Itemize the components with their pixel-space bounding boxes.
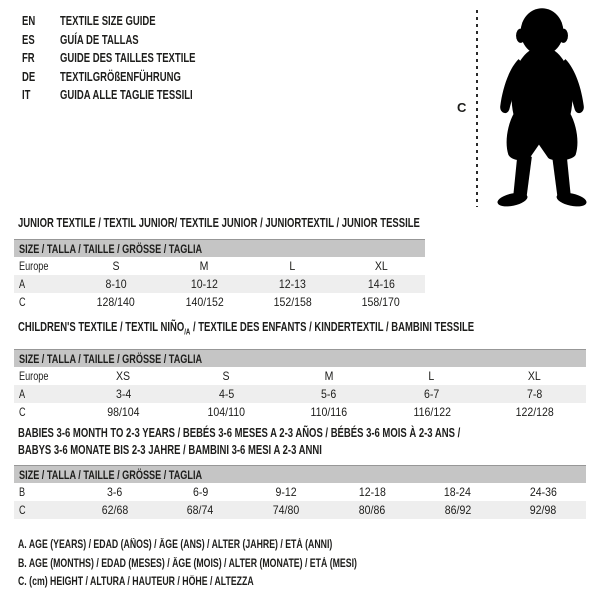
cell-text: 158/170 <box>361 295 400 309</box>
table-cell <box>337 277 425 291</box>
table-row-height <box>14 501 586 519</box>
cell-text: 74/80 <box>272 503 300 517</box>
language-row-de <box>22 68 238 87</box>
table-cell <box>72 405 175 419</box>
babies-section-heading-line1 <box>18 426 600 440</box>
cell-text: 3-4 <box>115 387 132 401</box>
language-code-text: IT <box>22 88 31 103</box>
babies-heading-text-line1: BABIES 3-6 MONTH TO 2-3 YEARS / BEBÉS 3-6 MESES A 2-3 AÑOS / BÉBÉS 3-6 MOIS À 2-3 ANS / <box>18 426 461 440</box>
language-row-it <box>22 86 238 105</box>
table-header-text: SIZE / TALLA / TAILLE / GRÖSSE / TAGLIA <box>19 351 203 366</box>
table-cell <box>243 485 329 499</box>
height-measure-label: C <box>457 100 467 115</box>
children-heading-text <box>18 320 474 337</box>
junior-size-table <box>14 239 425 311</box>
table-cell <box>278 369 381 383</box>
language-label: GUIDA ALLE TAGLIE TESSILI <box>60 88 193 103</box>
cell-text: S <box>222 369 230 383</box>
cell-text: L <box>428 369 435 383</box>
language-code <box>22 14 60 28</box>
table-cell <box>483 405 586 419</box>
cell-text: XS <box>116 369 131 383</box>
row-label <box>14 503 72 517</box>
language-label: GUIDE DES TAILLES TEXTILE <box>60 51 196 66</box>
cell-text: 98/104 <box>107 405 140 419</box>
row-label-text: A <box>19 277 26 291</box>
cell-text: 14-16 <box>367 277 395 291</box>
footnote-text: B. AGE (MONTHS) / EDAD (MESES) / ÂGE (MOIS) / ALTER (MONATE) / ETÀ (MESI) <box>18 557 357 570</box>
table-cell <box>175 369 278 383</box>
children-heading-pre: CHILDREN'S TEXTILE / TEXTIL NIÑO <box>18 320 185 334</box>
table-cell <box>415 485 501 499</box>
table-cell <box>380 405 483 419</box>
cell-text: 12-18 <box>358 485 386 499</box>
language-code-text: EN <box>22 14 36 29</box>
cell-text: 116/122 <box>413 405 451 419</box>
cell-text: 3-6 <box>107 485 123 499</box>
table-cell <box>278 387 381 401</box>
row-label-text: A <box>19 387 26 401</box>
language-code-text: FR <box>22 51 35 66</box>
table-row-europe <box>14 257 425 275</box>
table-cell <box>175 405 278 419</box>
cell-text: 80/86 <box>358 503 386 517</box>
row-label-text: C <box>19 295 26 309</box>
language-label: GUÍA DE TALLAS <box>60 32 139 47</box>
language-label: TEXTILGRÖßENFÜHRUNG <box>60 69 181 84</box>
language-row-en <box>22 12 238 31</box>
cell-text: 68/74 <box>187 503 214 517</box>
cell-text: 140/152 <box>185 295 224 309</box>
cell-text: 8-10 <box>105 277 127 291</box>
row-label-text: C <box>19 405 26 419</box>
row-label-text: C <box>19 503 26 517</box>
cell-text: L <box>289 259 296 273</box>
table-cell <box>72 369 175 383</box>
cell-text: M <box>199 259 209 273</box>
cell-text: 12-13 <box>279 277 307 291</box>
legend-footnotes <box>18 539 464 595</box>
table-cell <box>337 295 425 309</box>
language-label: TEXTILE SIZE GUIDE <box>60 14 156 29</box>
row-label <box>14 259 72 273</box>
row-label-text: B <box>19 485 26 499</box>
table-row-height <box>14 293 425 311</box>
language-row-fr <box>22 49 238 68</box>
table-cell <box>329 485 415 499</box>
cell-text: 62/68 <box>101 503 129 517</box>
row-label <box>14 295 72 309</box>
table-cell <box>175 387 278 401</box>
table-cell <box>160 259 248 273</box>
table-cell <box>160 295 248 309</box>
baby-silhouette-icon <box>485 6 597 210</box>
table-cell <box>72 295 160 309</box>
table-cell <box>158 485 244 499</box>
cell-text: 92/98 <box>529 503 557 517</box>
language-row-es <box>22 31 238 50</box>
language-code <box>22 88 60 102</box>
table-cell <box>158 503 244 517</box>
height-dotted-line <box>476 10 478 207</box>
table-row-age <box>14 275 425 293</box>
table-cell <box>500 485 586 499</box>
cell-text: 7-8 <box>526 387 543 401</box>
row-label <box>14 387 72 401</box>
row-label-text: Europe <box>19 369 49 383</box>
language-code <box>22 33 60 47</box>
children-size-table <box>14 349 586 421</box>
table-header-bar <box>14 465 586 483</box>
table-header-bar <box>14 349 586 367</box>
table-header-bar <box>14 239 425 257</box>
junior-section-heading <box>18 216 547 230</box>
table-cell <box>72 503 158 517</box>
cell-text: 9-12 <box>275 485 297 499</box>
language-code <box>22 70 60 84</box>
table-cell <box>72 387 175 401</box>
table-cell <box>500 503 586 517</box>
table-cell <box>160 277 248 291</box>
table-header-text: SIZE / TALLA / TAILLE / GRÖSSE / TAGLIA <box>19 467 203 482</box>
table-cell <box>415 503 501 517</box>
cell-text: 4-5 <box>218 387 234 401</box>
row-label <box>14 405 72 419</box>
table-cell <box>249 277 337 291</box>
cell-text: 104/110 <box>207 405 245 419</box>
language-list <box>22 12 238 105</box>
table-cell <box>72 485 158 499</box>
height-figure <box>440 0 600 215</box>
table-cell <box>337 259 425 273</box>
table-cell <box>483 369 586 383</box>
cell-text: M <box>324 369 334 383</box>
footnote-text: A. AGE (YEARS) / EDAD (AÑOS) / ÂGE (ANS) / ALTER (JAHRE) / ETÀ (ANNI) <box>18 539 333 551</box>
cell-text: XL <box>528 369 542 383</box>
cell-text: 128/140 <box>97 295 136 309</box>
cell-text: S <box>112 259 120 273</box>
table-cell <box>380 387 483 401</box>
babies-size-table <box>14 465 586 519</box>
table-cell <box>380 369 483 383</box>
table-row-europe <box>14 367 586 385</box>
footnote-height-cm <box>18 576 464 595</box>
junior-heading-text: JUNIOR TEXTILE / TEXTIL JUNIOR/ TEXTILE JUNIOR / JUNIORTEXTIL / JUNIOR TESSILE <box>18 216 420 230</box>
language-code-text: ES <box>22 32 35 47</box>
footnote-age-months <box>18 558 464 577</box>
table-header-text: SIZE / TALLA / TAILLE / GRÖSSE / TAGLIA <box>19 241 203 256</box>
row-label-text: Europe <box>19 259 49 273</box>
cell-text: 24-36 <box>529 485 557 499</box>
cell-text: 6-7 <box>424 387 440 401</box>
cell-text: 18-24 <box>444 485 472 499</box>
table-cell <box>72 277 160 291</box>
cell-text: 86/92 <box>444 503 471 517</box>
table-cell <box>249 259 337 273</box>
cell-text: 110/116 <box>310 405 348 419</box>
table-row-height <box>14 403 586 421</box>
table-row-age <box>14 385 586 403</box>
babies-heading-text-line2: BABYS 3-6 MONATE BIS 2-3 JAHRE / BAMBINI 3-6 MESI A 2-3 ANNI <box>18 443 322 457</box>
table-row-months <box>14 483 586 501</box>
cell-text: 5-6 <box>321 387 337 401</box>
row-label <box>14 485 72 499</box>
children-heading-post: / TEXTILE DES ENFANTS / KINDERTEXTIL / BAMBINI TESSILE <box>190 320 475 334</box>
table-cell <box>243 503 329 517</box>
table-cell <box>329 503 415 517</box>
table-cell <box>249 295 337 309</box>
row-label <box>14 277 72 291</box>
cell-text: XL <box>374 259 388 273</box>
row-label <box>14 369 72 383</box>
footnote-age-years <box>18 539 464 558</box>
language-code <box>22 51 60 65</box>
children-section-heading <box>18 320 600 337</box>
table-cell <box>483 387 586 401</box>
table-cell <box>278 405 381 419</box>
language-code-text: DE <box>22 69 36 84</box>
cell-text: 152/158 <box>273 295 312 309</box>
children-heading-sub: /A <box>184 327 191 337</box>
babies-section-heading-line2 <box>18 443 418 457</box>
cell-text: 6-9 <box>192 485 209 499</box>
cell-text: 122/128 <box>515 405 554 419</box>
table-cell <box>72 259 160 273</box>
cell-text: 10-12 <box>190 277 218 291</box>
footnote-text: C. (cm) HEIGHT / ALTURA / HAUTEUR / HÖHE / ALTEZZA <box>18 576 254 588</box>
